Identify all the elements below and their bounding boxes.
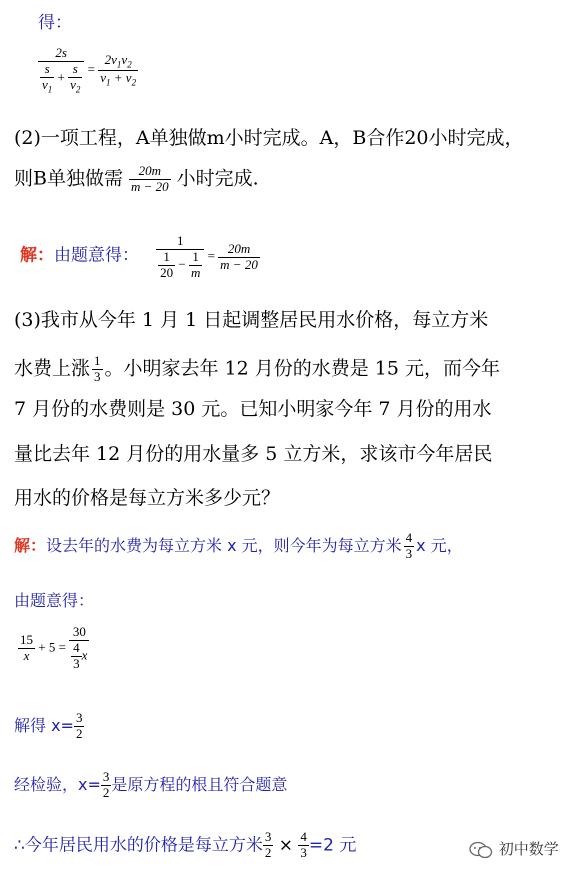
problem-2-line1: (2)一项工程，A单独做m小时完成。A，B合作20小时完成， <box>14 127 524 149</box>
problem-3-line5: 用水的价格是每立方米多少元？ <box>14 487 281 509</box>
watermark-text: 初中数学 <box>498 840 559 858</box>
solution-3-line2: 由题意得： <box>14 591 95 610</box>
solution-result: 解得 x= $\frac{3}{2}$ <box>14 710 83 741</box>
watermark <box>468 838 559 860</box>
solution-2: 解：由题意得： 1 $\frac{1}{20}$ − $\frac{1}{m}$ = $\frac{20m}{m - 20}$ <box>20 233 258 280</box>
formula-average-speed: 2s $\frac{s}{v_1}$ + $\frac{s}{v_2}$ = $\frac{2v_1v_2}{v_1 + v_2}$ <box>38 46 138 95</box>
solution-check: 经检验，x= $\frac{3}{2}$ 是原方程的根且符合题意 <box>14 769 288 800</box>
label-de: 得： <box>38 13 72 33</box>
solution-3-line1: 解：设去年的水费为每立方米 x 元，则今年为每立方米 $\frac{4}{3}$ x 元， <box>14 530 463 561</box>
problem-3-line4: 量比去年 12 月份的用水量多 5 立方米，求该市今年居民 <box>14 443 493 465</box>
problem-2-line2: 则B单独做需 $\frac{20m}{m - 20}$ 小时完成. <box>14 163 259 194</box>
formula-equation: $\frac{15}{x}$ + 5 = 30 $\frac{4}{3}$ x <box>20 624 88 671</box>
problem-3-line3: 7 月份的水费则是 30 元。已知小明家今年 7 月份的用水 <box>14 398 492 420</box>
wechat-icon <box>468 840 494 860</box>
problem-3-line2: 水费上涨 $\frac{1}{3}$ 。小明家去年 12 月份的水费是 15 元，而今年 <box>14 353 501 384</box>
problem-3-line1: (3)我市从今年 1 月 1 日起调整居民用水价格，每立方米 <box>14 309 489 331</box>
solution-conclusion: ∴今年居民用水的价格是每立方米 $\frac{3}{2}$ × $\frac{4}{3}$ =2 元 <box>14 829 357 860</box>
